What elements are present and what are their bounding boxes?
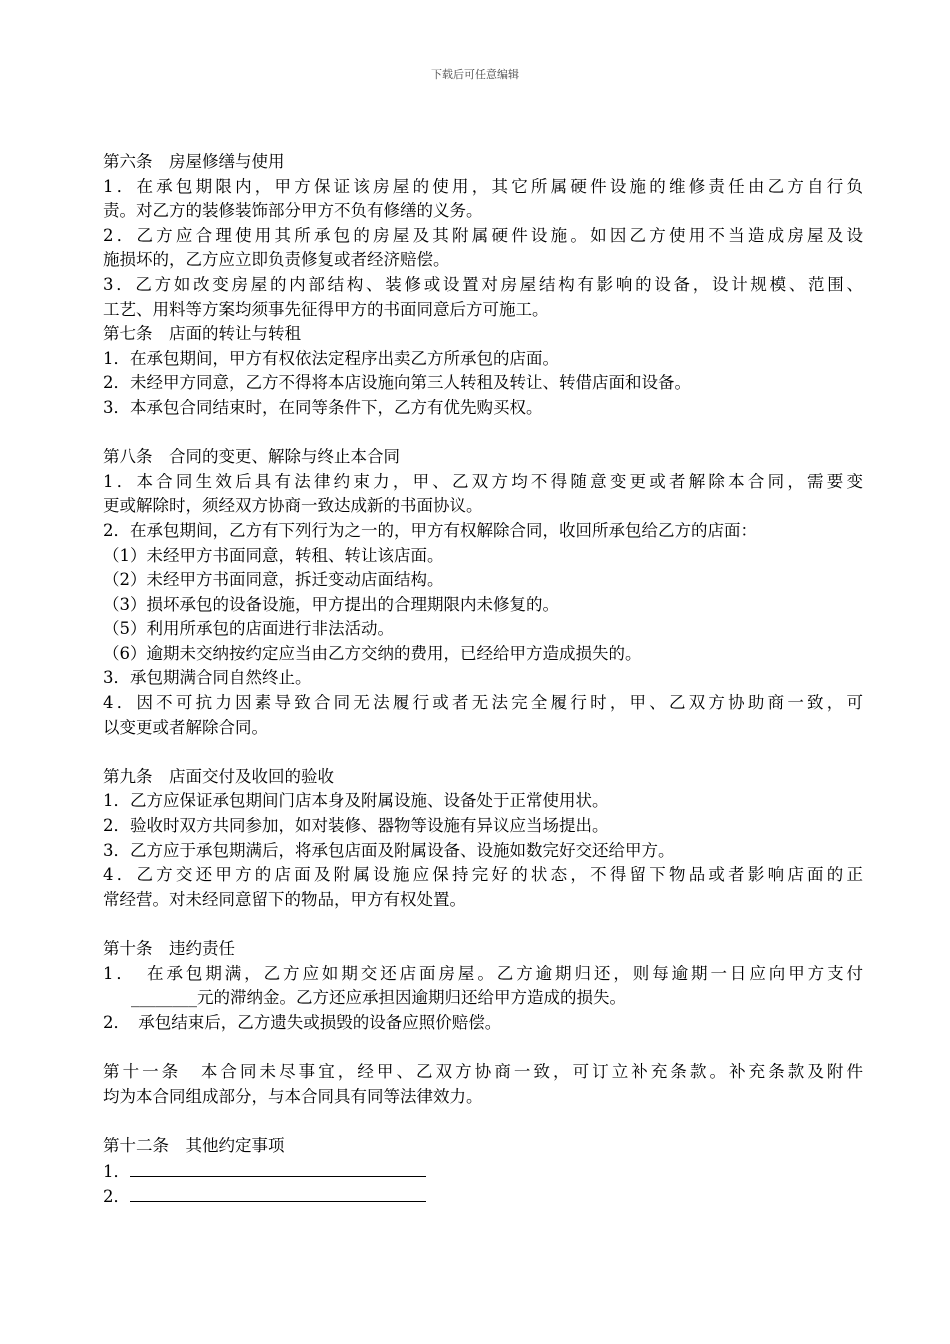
spacer [103,1035,863,1060]
section-8-item-4b: 以变更或者解除合同。 [103,717,268,737]
spacer [103,421,863,446]
section-9-item-1: 1．乙方应保证承包期间门店本身及附属设施、设备处于正常使用状。 [103,791,609,811]
section-9-item-4b: 常经营。对未经同意留下的物品，甲方有权处置。 [103,889,466,909]
other-item-1 [103,1158,863,1183]
section-8-subitem-5: （5）利用所承包的店面进行非法活动。 [103,619,394,639]
section-9-item-3: 3．乙方应于承包期满后，将承包店面及附属设备、设施如数完好交还给甲方。 [103,840,675,860]
section-6-item-2b: 施损坏的，乙方应立即负责修复或者经济赔偿。 [103,250,450,270]
late-fee-blank: ________ [131,988,197,1008]
section-8-item-2: 2．在承包期间，乙方有下列行为之一的，甲方有权解除合同，收回所承包给乙方的店面： [103,520,757,540]
section-10-item-1a: 1． 在承包期满，乙方应如期交还店面房屋。乙方逾期归还，则每逾期一日应向甲方支付 [103,963,863,983]
other-item-2-number: 2． [103,1186,130,1206]
section-6-item-2a: 2．乙方应合理使用其所承包的房屋及其附属硬件设施。如因乙方使用不当造成房屋及设 [103,225,863,245]
section-12-title: 第十二条 其他约定事项 [103,1135,285,1155]
section-9-title: 第九条 店面交付及收回的验收 [103,766,334,786]
late-fee-text: 元的滞纳金。乙方还应承担因逾期归还给甲方造成的损失。 [197,988,626,1008]
section-11-b: 均为本合同组成部分，与本合同具有同等法律效力。 [103,1086,483,1106]
section-7-item-2: 2．未经甲方同意，乙方不得将本店设施向第三人转租及转让、转借店面和设备。 [103,373,691,393]
section-7-item-3: 3．本承包合同结束时，在同等条件下，乙方有优先购买权。 [103,397,543,417]
section-11-a: 第十一条 本合同未尽事宜，经甲、乙双方协商一致，可订立补充条款。补充条款及附件 [103,1061,863,1081]
other-item-1-blank [130,1158,426,1177]
section-10-item-2: 2． 承包结束后，乙方遗失或损毁的设备应照价赔偿。 [103,1012,502,1032]
section-8-subitem-2: （2）未经甲方书面同意，拆迁变动店面结构。 [103,570,444,590]
section-8-title: 第八条 合同的变更、解除与终止本合同 [103,447,400,467]
other-item-2-blank [130,1183,426,1202]
section-7-item-1: 1．在承包期间，甲方有权依法定程序出卖乙方所承包的店面。 [103,348,559,368]
section-6-item-1a: 1．在承包期限内，甲方保证该房屋的使用，其它所属硬件设施的维修责任由乙方自行负 [103,176,863,196]
section-10-item-1b [103,986,863,1011]
section-6-item-1b: 责。对乙方的装修装饰部分甲方不负有修缮的义务。 [103,201,483,221]
other-item-1-number: 1． [103,1162,130,1182]
spacer [103,912,863,937]
section-9-item-2: 2．验收时双方共同参加，如对装修、器物等设施有异议应当场提出。 [103,816,609,836]
section-6-item-3a: 3．乙方如改变房屋的内部结构、装修或设置对房屋结构有影响的设备，设计规模、范围、 [103,274,863,294]
section-10-title: 第十条 违约责任 [103,939,235,958]
section-6-item-3b: 工艺、用料等方案均须事先征得甲方的书面同意后方可施工。 [103,299,549,319]
section-8-item-3: 3．承包期满合同自然终止。 [103,668,312,688]
section-8-item-4a: 4．因不可抗力因素导致合同无法履行或者无法完全履行时，甲、乙双方协助商一致，可 [103,693,863,713]
spacer [103,1109,863,1134]
section-8-item-1a: 1．本合同生效后具有法律约束力，甲、乙双方均不得随意变更或者解除本合同，需要变 [103,471,863,491]
section-8-subitem-6: （6）逾期未交纳按约定应当由乙方交纳的费用，已经给甲方造成损失的。 [103,643,642,663]
section-7-title: 第七条 店面的转让与转租 [103,324,301,344]
other-item-2 [103,1183,863,1208]
section-8-subitem-1: （1）未经甲方书面同意，转租、转让该店面。 [103,545,444,565]
spacer [103,740,863,765]
section-8-subitem-3: （3）损坏承包的设备设施，甲方提出的合理期限内未修复的。 [103,594,559,614]
section-8-item-1b: 更或解除时，须经双方协商一致达成新的书面协议。 [103,496,483,516]
page-header: 下载后可任意编辑 [431,68,519,81]
contract-body [103,150,863,1208]
section-6-title: 第六条 房屋修缮与使用 [103,152,285,171]
section-9-item-4a: 4．乙方交还甲方的店面及附属设施应保持完好的状态，不得留下物品或者影响店面的正 [103,865,863,885]
